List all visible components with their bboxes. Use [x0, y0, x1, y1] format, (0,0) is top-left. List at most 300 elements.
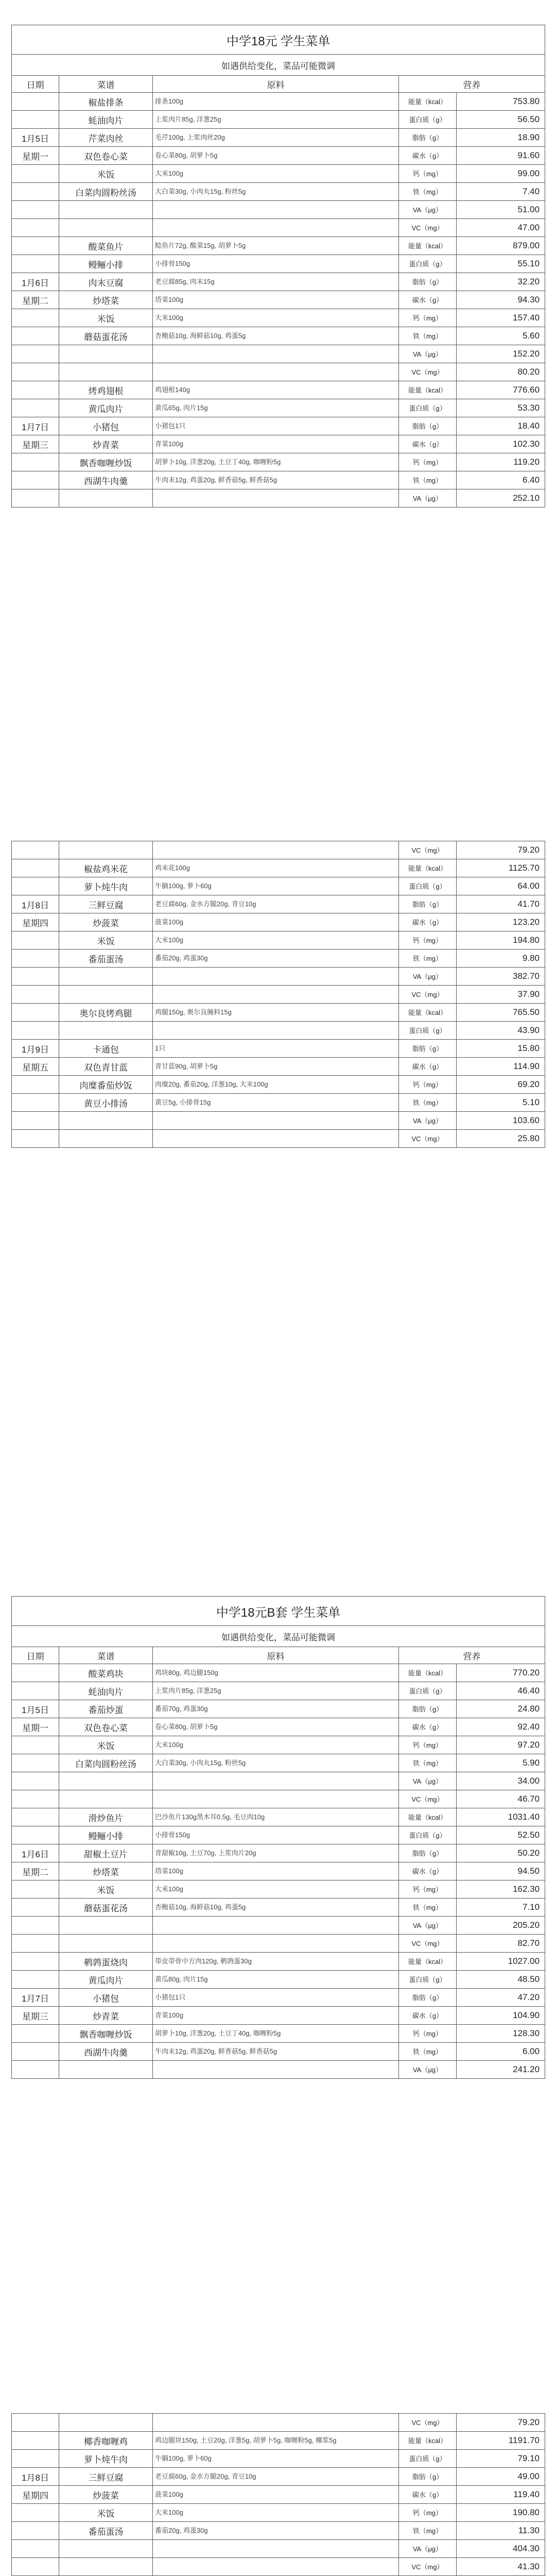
day-cell	[12, 2522, 59, 2540]
table-row	[12, 399, 545, 417]
dish-cell: 白菜肉圆粉丝汤	[59, 1754, 153, 1772]
day-cell	[12, 1682, 59, 1700]
table-row	[12, 435, 545, 453]
day-cell	[12, 2558, 59, 2576]
nutrient-label: VC（mg）	[399, 1935, 457, 1953]
nutrient-value: 94.50	[457, 1862, 545, 1880]
nutrient-value: 24.80	[457, 1700, 545, 1718]
table-row	[12, 1971, 545, 1989]
ingredients-cell: 塔菜100g	[153, 1862, 399, 1880]
nutrient-value: 37.90	[457, 986, 545, 1004]
dish-cell: 黄瓜肉片	[59, 1971, 153, 1989]
day-cell: 1月8日	[12, 895, 59, 913]
nutrient-label: 碳水（g）	[399, 435, 457, 453]
nutrient-label: 铁（mg）	[399, 950, 457, 968]
nutrient-value: 51.00	[457, 201, 545, 219]
menu-title-row	[12, 1597, 545, 1626]
ingredients-cell: 老豆腐85g, 肉末15g	[153, 273, 399, 291]
dish-cell	[59, 1917, 153, 1935]
ingredients-cell: 上浆肉片85g, 洋葱25g	[153, 1682, 399, 1700]
ingredients-cell: 大米100g	[153, 931, 399, 950]
nutrient-value: 48.50	[457, 1971, 545, 1989]
ingredients-cell: 牛肉末12g, 鸡蛋20g, 鲜香菇5g, 鲜香菇5g	[153, 2043, 399, 2061]
table-row	[12, 1899, 545, 1917]
day-cell	[12, 1826, 59, 1844]
header-day: 日期	[12, 1647, 59, 1664]
nutrient-value: 79.20	[457, 2414, 545, 2432]
dish-cell: 番茄蛋汤	[59, 2522, 153, 2540]
day-cell: 1月6日	[12, 1844, 59, 1862]
nutrient-label: 碳水（g）	[399, 2486, 457, 2504]
dish-cell: 滑炒鱼片	[59, 1808, 153, 1826]
dish-cell: 双色卷心菜	[59, 1718, 153, 1736]
nutrient-value: 46.70	[457, 1790, 545, 1808]
day-cell	[12, 1772, 59, 1790]
nutrient-value: 190.80	[457, 2504, 545, 2522]
ingredients-cell: 牛腩100g, 萝卜60g	[153, 2450, 399, 2468]
nutrient-label: 铁（mg）	[399, 327, 457, 345]
nutrient-value: 404.30	[457, 2540, 545, 2558]
dish-cell: 卡通包	[59, 1040, 153, 1058]
nutrient-label: 脂肪（g）	[399, 1040, 457, 1058]
dish-cell	[59, 841, 153, 859]
day-cell	[12, 931, 59, 950]
nutrient-value: 382.70	[457, 968, 545, 986]
nutrient-value: 119.40	[457, 2486, 545, 2504]
nutrient-value: 43.90	[457, 1022, 545, 1040]
table-row	[12, 2558, 545, 2576]
dish-cell: 双色青甘蓝	[59, 1058, 153, 1076]
nutrient-value: 34.00	[457, 1772, 545, 1790]
table-row	[12, 841, 545, 859]
day-cell	[12, 950, 59, 968]
dish-cell: 炒青菜	[59, 2007, 153, 2025]
dish-cell: 三鲜豆腐	[59, 2468, 153, 2486]
dish-cell: 蚝油肉片	[59, 111, 153, 129]
ingredients-cell: 鸡米花100g	[153, 859, 399, 877]
menu-page-2	[11, 841, 545, 1148]
ingredients-cell	[153, 1917, 399, 1935]
header-ingredients: 原料	[153, 76, 399, 93]
nutrient-label: 钙（mg）	[399, 2504, 457, 2522]
table-row	[12, 968, 545, 986]
day-cell	[12, 1971, 59, 1989]
table-row	[12, 1040, 545, 1058]
nutrient-value: 99.00	[457, 165, 545, 183]
table-row	[12, 2061, 545, 2079]
nutrient-value: 32.20	[457, 273, 545, 291]
nutrient-value: 241.20	[457, 2061, 545, 2079]
nutrient-value: 91.60	[457, 147, 545, 165]
ingredients-cell: 老豆腐60g, 金水方腿20g, 青豆10g	[153, 895, 399, 913]
nutrient-label: VA（μg）	[399, 345, 457, 363]
menu-title: 中学18元B套 学生菜单	[12, 1597, 545, 1626]
ingredients-cell	[153, 2558, 399, 2576]
nutrient-label: 脂肪（g）	[399, 129, 457, 147]
day-cell	[12, 327, 59, 345]
nutrient-value: 50.20	[457, 1844, 545, 1862]
ingredients-cell: 胡萝卜10g, 洋葱20g, 土豆丁40g, 咖喱粉5g	[153, 453, 399, 471]
ingredients-cell: 卷心菜80g, 胡萝卜5g	[153, 147, 399, 165]
day-cell	[12, 1094, 59, 1112]
nutrient-label: 碳水（g）	[399, 1058, 457, 1076]
nutrient-label: 蛋白质（g）	[399, 1971, 457, 1989]
nutrient-value: 80.20	[457, 363, 545, 381]
nutrient-label: 铁（mg）	[399, 2043, 457, 2061]
ingredients-cell: 大米100g	[153, 2504, 399, 2522]
nutrient-label: 能量（kcal）	[399, 93, 457, 111]
dish-cell: 蘑菇蛋花汤	[59, 327, 153, 345]
dish-cell: 蘑菇蛋花汤	[59, 1899, 153, 1917]
nutrient-value: 49.00	[457, 2468, 545, 2486]
nutrient-label: 蛋白质（g）	[399, 1682, 457, 1700]
ingredients-cell: 菠菜100g	[153, 2486, 399, 2504]
ingredients-cell	[153, 201, 399, 219]
day-cell	[12, 471, 59, 489]
table-row	[12, 2468, 545, 2486]
day-cell	[12, 309, 59, 327]
table-row	[12, 1094, 545, 1112]
table-row	[12, 111, 545, 129]
table-row	[12, 1989, 545, 2007]
dish-cell	[59, 1130, 153, 1148]
ingredients-cell: 番茄70g, 鸡蛋30g	[153, 1700, 399, 1718]
dish-cell: 米饭	[59, 1736, 153, 1754]
day-cell	[12, 1790, 59, 1808]
dish-cell: 小猪包	[59, 417, 153, 435]
dish-cell: 炒塔菜	[59, 1862, 153, 1880]
dish-cell	[59, 2061, 153, 2079]
day-cell	[12, 183, 59, 201]
ingredients-cell: 鸡翅根140g	[153, 381, 399, 399]
dish-cell: 鹌鹑蛋烧肉	[59, 1953, 153, 1971]
ingredients-cell: 番茄20g, 鸡蛋30g	[153, 950, 399, 968]
nutrient-value: 94.30	[457, 291, 545, 309]
dish-cell	[59, 2558, 153, 2576]
table-row	[12, 183, 545, 201]
nutrient-label: 蛋白质（g）	[399, 399, 457, 417]
dish-cell: 飘香咖喱炒饭	[59, 453, 153, 471]
nutrient-label: VC（mg）	[399, 219, 457, 237]
day-cell	[12, 201, 59, 219]
table-row	[12, 345, 545, 363]
nutrient-value: 119.20	[457, 453, 545, 471]
table-row	[12, 1022, 545, 1040]
ingredients-cell: 黄豆5g, 小排骨15g	[153, 1094, 399, 1112]
dish-cell: 肉糜番茄炒饭	[59, 1076, 153, 1094]
table-row	[12, 2414, 545, 2432]
day-cell	[12, 237, 59, 255]
nutrient-label: VC（mg）	[399, 363, 457, 381]
ingredients-cell: 小排骨150g	[153, 255, 399, 273]
ingredients-cell: 杏鲍菇10g, 海鲜菇10g, 鸡蛋5g	[153, 327, 399, 345]
table-row	[12, 255, 545, 273]
nutrient-label: 能量（kcal）	[399, 1953, 457, 1971]
ingredients-cell: 小猪包1只	[153, 1989, 399, 2007]
nutrient-label: VC（mg）	[399, 1790, 457, 1808]
menu-subtitle: 如遇供给变化，菜品可能微调	[12, 1626, 545, 1647]
nutrient-value: 5.60	[457, 327, 545, 345]
menu-subtitle-row	[12, 1626, 545, 1647]
nutrient-label: 碳水（g）	[399, 1862, 457, 1880]
nutrient-value: 879.00	[457, 237, 545, 255]
table-row	[12, 453, 545, 471]
table-row	[12, 986, 545, 1004]
dish-cell	[59, 219, 153, 237]
nutrient-label: 能量（kcal）	[399, 859, 457, 877]
dish-cell: 鳗鲡小排	[59, 255, 153, 273]
dish-cell: 酸菜鸡块	[59, 1664, 153, 1682]
day-cell: 1月7日	[12, 1989, 59, 2007]
menu-page-4	[11, 2413, 545, 2576]
ingredients-cell	[153, 1112, 399, 1130]
day-cell	[12, 1935, 59, 1953]
nutrient-label: 能量（kcal）	[399, 1664, 457, 1682]
dish-cell: 炒塔菜	[59, 291, 153, 309]
dish-cell: 肉末豆腐	[59, 273, 153, 291]
day-cell	[12, 1076, 59, 1094]
dish-cell	[59, 1112, 153, 1130]
ingredients-cell: 青甘蓝90g, 胡萝卜5g	[153, 1058, 399, 1076]
nutrient-label: VA（μg）	[399, 1772, 457, 1790]
dish-cell: 西湖牛肉羹	[59, 471, 153, 489]
ingredients-cell: 卷心菜80g, 胡萝卜5g	[153, 1718, 399, 1736]
dish-cell	[59, 1022, 153, 1040]
day-cell	[12, 2450, 59, 2468]
ingredients-cell	[153, 2540, 399, 2558]
header-ingredients: 原料	[153, 1647, 399, 1664]
ingredients-cell: 黄瓜80g, 肉片15g	[153, 1971, 399, 1989]
day-cell: 1月6日	[12, 273, 59, 291]
dish-cell: 甜椒土豆片	[59, 1844, 153, 1862]
ingredients-cell: 毛芹100g, 上浆肉丝20g	[153, 129, 399, 147]
day-cell	[12, 986, 59, 1004]
table-row	[12, 1808, 545, 1826]
table-row	[12, 2486, 545, 2504]
dish-cell: 奥尔良烤鸡腿	[59, 1004, 153, 1022]
day-cell	[12, 1754, 59, 1772]
nutrient-label: 脂肪（g）	[399, 1989, 457, 2007]
table-row	[12, 165, 545, 183]
dish-cell: 飘香咖喱炒饭	[59, 2025, 153, 2043]
day-cell	[12, 111, 59, 129]
table-row	[12, 129, 545, 147]
ingredients-cell	[153, 219, 399, 237]
dish-cell: 蚝油肉片	[59, 1682, 153, 1700]
table-row	[12, 273, 545, 291]
nutrient-value: 1191.70	[457, 2432, 545, 2450]
day-cell	[12, 2025, 59, 2043]
ingredients-cell: 带皮带骨中方肉120g, 鹌鹑蛋30g	[153, 1953, 399, 1971]
ingredients-cell: 鸡腿150g, 奥尔良腌料15g	[153, 1004, 399, 1022]
day-cell	[12, 219, 59, 237]
nutrient-value: 152.20	[457, 345, 545, 363]
table-row	[12, 327, 545, 345]
nutrient-value: 9.80	[457, 950, 545, 968]
dish-cell: 白菜肉圆粉丝汤	[59, 183, 153, 201]
day-cell	[12, 255, 59, 273]
ingredients-cell: 鸡边腿块150g, 土豆20g, 洋葱5g, 胡萝卜5g, 咖喱粉5g, 椰浆5g	[153, 2432, 399, 2450]
ingredients-cell	[153, 489, 399, 507]
day-cell: 1月5日	[12, 1700, 59, 1718]
menu-subtitle-row	[12, 55, 545, 76]
day-cell	[12, 1022, 59, 1040]
ingredients-cell: 1只	[153, 1040, 399, 1058]
ingredients-cell: 青菜100g	[153, 2007, 399, 2025]
nutrient-value: 770.20	[457, 1664, 545, 1682]
nutrient-value: 53.30	[457, 399, 545, 417]
nutrient-value: 1027.00	[457, 1953, 545, 1971]
table-row	[12, 2450, 545, 2468]
menu-table	[11, 1596, 545, 2079]
dish-cell: 小猪包	[59, 1989, 153, 2007]
dish-cell	[59, 1772, 153, 1790]
dish-cell: 萝卜炖牛肉	[59, 2450, 153, 2468]
nutrient-value: 69.20	[457, 1076, 545, 1094]
header-day: 日期	[12, 76, 59, 93]
table-row	[12, 291, 545, 309]
dish-cell: 椰香咖喱鸡	[59, 2432, 153, 2450]
ingredients-cell: 排条100g	[153, 93, 399, 111]
header-row	[12, 1647, 545, 1664]
day-cell	[12, 1899, 59, 1917]
nutrient-label: 能量（kcal）	[399, 237, 457, 255]
nutrient-value: 79.10	[457, 2450, 545, 2468]
nutrient-label: VA（μg）	[399, 489, 457, 507]
ingredients-cell: 大米100g	[153, 309, 399, 327]
dish-cell: 芹菜肉丝	[59, 129, 153, 147]
nutrient-label: 蛋白质（g）	[399, 1826, 457, 1844]
header-nutrition: 营养	[399, 1647, 545, 1664]
nutrient-label: VC（mg）	[399, 2414, 457, 2432]
table-row	[12, 895, 545, 913]
dish-cell: 三鲜豆腐	[59, 895, 153, 913]
ingredients-cell	[153, 986, 399, 1004]
nutrient-value: 18.40	[457, 417, 545, 435]
day-cell	[12, 859, 59, 877]
dish-cell: 米饭	[59, 2504, 153, 2522]
nutrient-value: 47.20	[457, 1989, 545, 2007]
dish-cell: 烤鸡翅根	[59, 381, 153, 399]
nutrient-value: 82.70	[457, 1935, 545, 1953]
nutrient-value: 205.20	[457, 1917, 545, 1935]
header-nutrition: 营养	[399, 76, 545, 93]
table-row	[12, 1953, 545, 1971]
ingredients-cell: 鲶鱼片72g, 酸菜15g, 胡萝卜5g	[153, 237, 399, 255]
menu-table	[11, 2413, 545, 2576]
day-cell	[12, 1880, 59, 1899]
day-cell: 1月5日	[12, 129, 59, 147]
dish-cell: 黄瓜肉片	[59, 399, 153, 417]
ingredients-cell: 菠菜100g	[153, 913, 399, 931]
day-cell	[12, 1664, 59, 1682]
ingredients-cell: 杏鲍菇10g, 海鲜菇10g, 鸡蛋5g	[153, 1899, 399, 1917]
ingredients-cell: 大白菜30g, 小肉丸15g, 粉丝5g	[153, 183, 399, 201]
nutrient-value: 5.10	[457, 1094, 545, 1112]
table-row	[12, 1682, 545, 1700]
nutrient-value: 6.00	[457, 2043, 545, 2061]
nutrient-value: 765.50	[457, 1004, 545, 1022]
dish-cell: 米饭	[59, 165, 153, 183]
nutrient-label: 铁（mg）	[399, 471, 457, 489]
day-cell	[12, 1004, 59, 1022]
ingredients-cell: 大米100g	[153, 1736, 399, 1754]
ingredients-cell: 小排骨150g	[153, 1826, 399, 1844]
table-row	[12, 309, 545, 327]
menu-table	[11, 25, 545, 507]
day-cell	[12, 399, 59, 417]
table-row	[12, 2007, 545, 2025]
nutrient-label: 钙（mg）	[399, 309, 457, 327]
nutrient-label: 铁（mg）	[399, 1754, 457, 1772]
table-row	[12, 2504, 545, 2522]
day-cell	[12, 363, 59, 381]
nutrient-value: 41.70	[457, 895, 545, 913]
nutrient-value: 97.20	[457, 1736, 545, 1754]
nutrient-value: 56.50	[457, 111, 545, 129]
nutrient-label: 钙（mg）	[399, 2025, 457, 2043]
ingredients-cell	[153, 968, 399, 986]
day-cell	[12, 2061, 59, 2079]
ingredients-cell	[153, 363, 399, 381]
table-row	[12, 219, 545, 237]
ingredients-cell: 牛肉末12g, 鸡蛋20g, 鲜香菇5g, 鲜香菇5g	[153, 471, 399, 489]
day-cell	[12, 2414, 59, 2432]
nutrient-label: 脂肪（g）	[399, 2468, 457, 2486]
ingredients-cell: 鸡块80g, 鸡边腿150g	[153, 1664, 399, 1682]
table-row	[12, 2025, 545, 2043]
table-row	[12, 489, 545, 507]
table-row	[12, 93, 545, 111]
nutrient-label: 能量（kcal）	[399, 381, 457, 399]
nutrient-label: 脂肪（g）	[399, 895, 457, 913]
ingredients-cell	[153, 1935, 399, 1953]
table-row	[12, 1058, 545, 1076]
ingredients-cell: 青甜椒10g, 土豆70g, 上浆肉片20g	[153, 1844, 399, 1862]
dish-cell: 西湖牛肉羹	[59, 2043, 153, 2061]
table-row	[12, 1004, 545, 1022]
nutrient-label: 铁（mg）	[399, 183, 457, 201]
dish-cell	[59, 1790, 153, 1808]
nutrient-label: VA（μg）	[399, 968, 457, 986]
nutrient-value: 15.80	[457, 1040, 545, 1058]
table-row	[12, 1130, 545, 1148]
day-cell	[12, 345, 59, 363]
dish-cell: 鳗鲡小排	[59, 1826, 153, 1844]
ingredients-cell	[153, 1130, 399, 1148]
nutrient-label: 钙（mg）	[399, 1076, 457, 1094]
nutrient-value: 776.60	[457, 381, 545, 399]
nutrient-value: 6.40	[457, 471, 545, 489]
table-row	[12, 1700, 545, 1718]
ingredients-cell	[153, 1022, 399, 1040]
dish-cell: 米饭	[59, 309, 153, 327]
day-cell: 1月9日	[12, 1040, 59, 1058]
header-dish: 菜谱	[59, 1647, 153, 1664]
table-row	[12, 1844, 545, 1862]
nutrient-label: VA（μg）	[399, 1917, 457, 1935]
nutrient-label: 蛋白质（g）	[399, 2450, 457, 2468]
table-row	[12, 1880, 545, 1899]
dish-cell: 炒菠菜	[59, 913, 153, 931]
ingredients-cell: 老豆腐60g, 金水方腿20g, 青豆10g	[153, 2468, 399, 2486]
menu-page-3	[11, 1596, 545, 2079]
nutrient-label: VC（mg）	[399, 841, 457, 859]
ingredients-cell	[153, 841, 399, 859]
nutrient-value: 5.90	[457, 1754, 545, 1772]
day-cell: 星期三	[12, 2007, 59, 2025]
dish-cell	[59, 968, 153, 986]
